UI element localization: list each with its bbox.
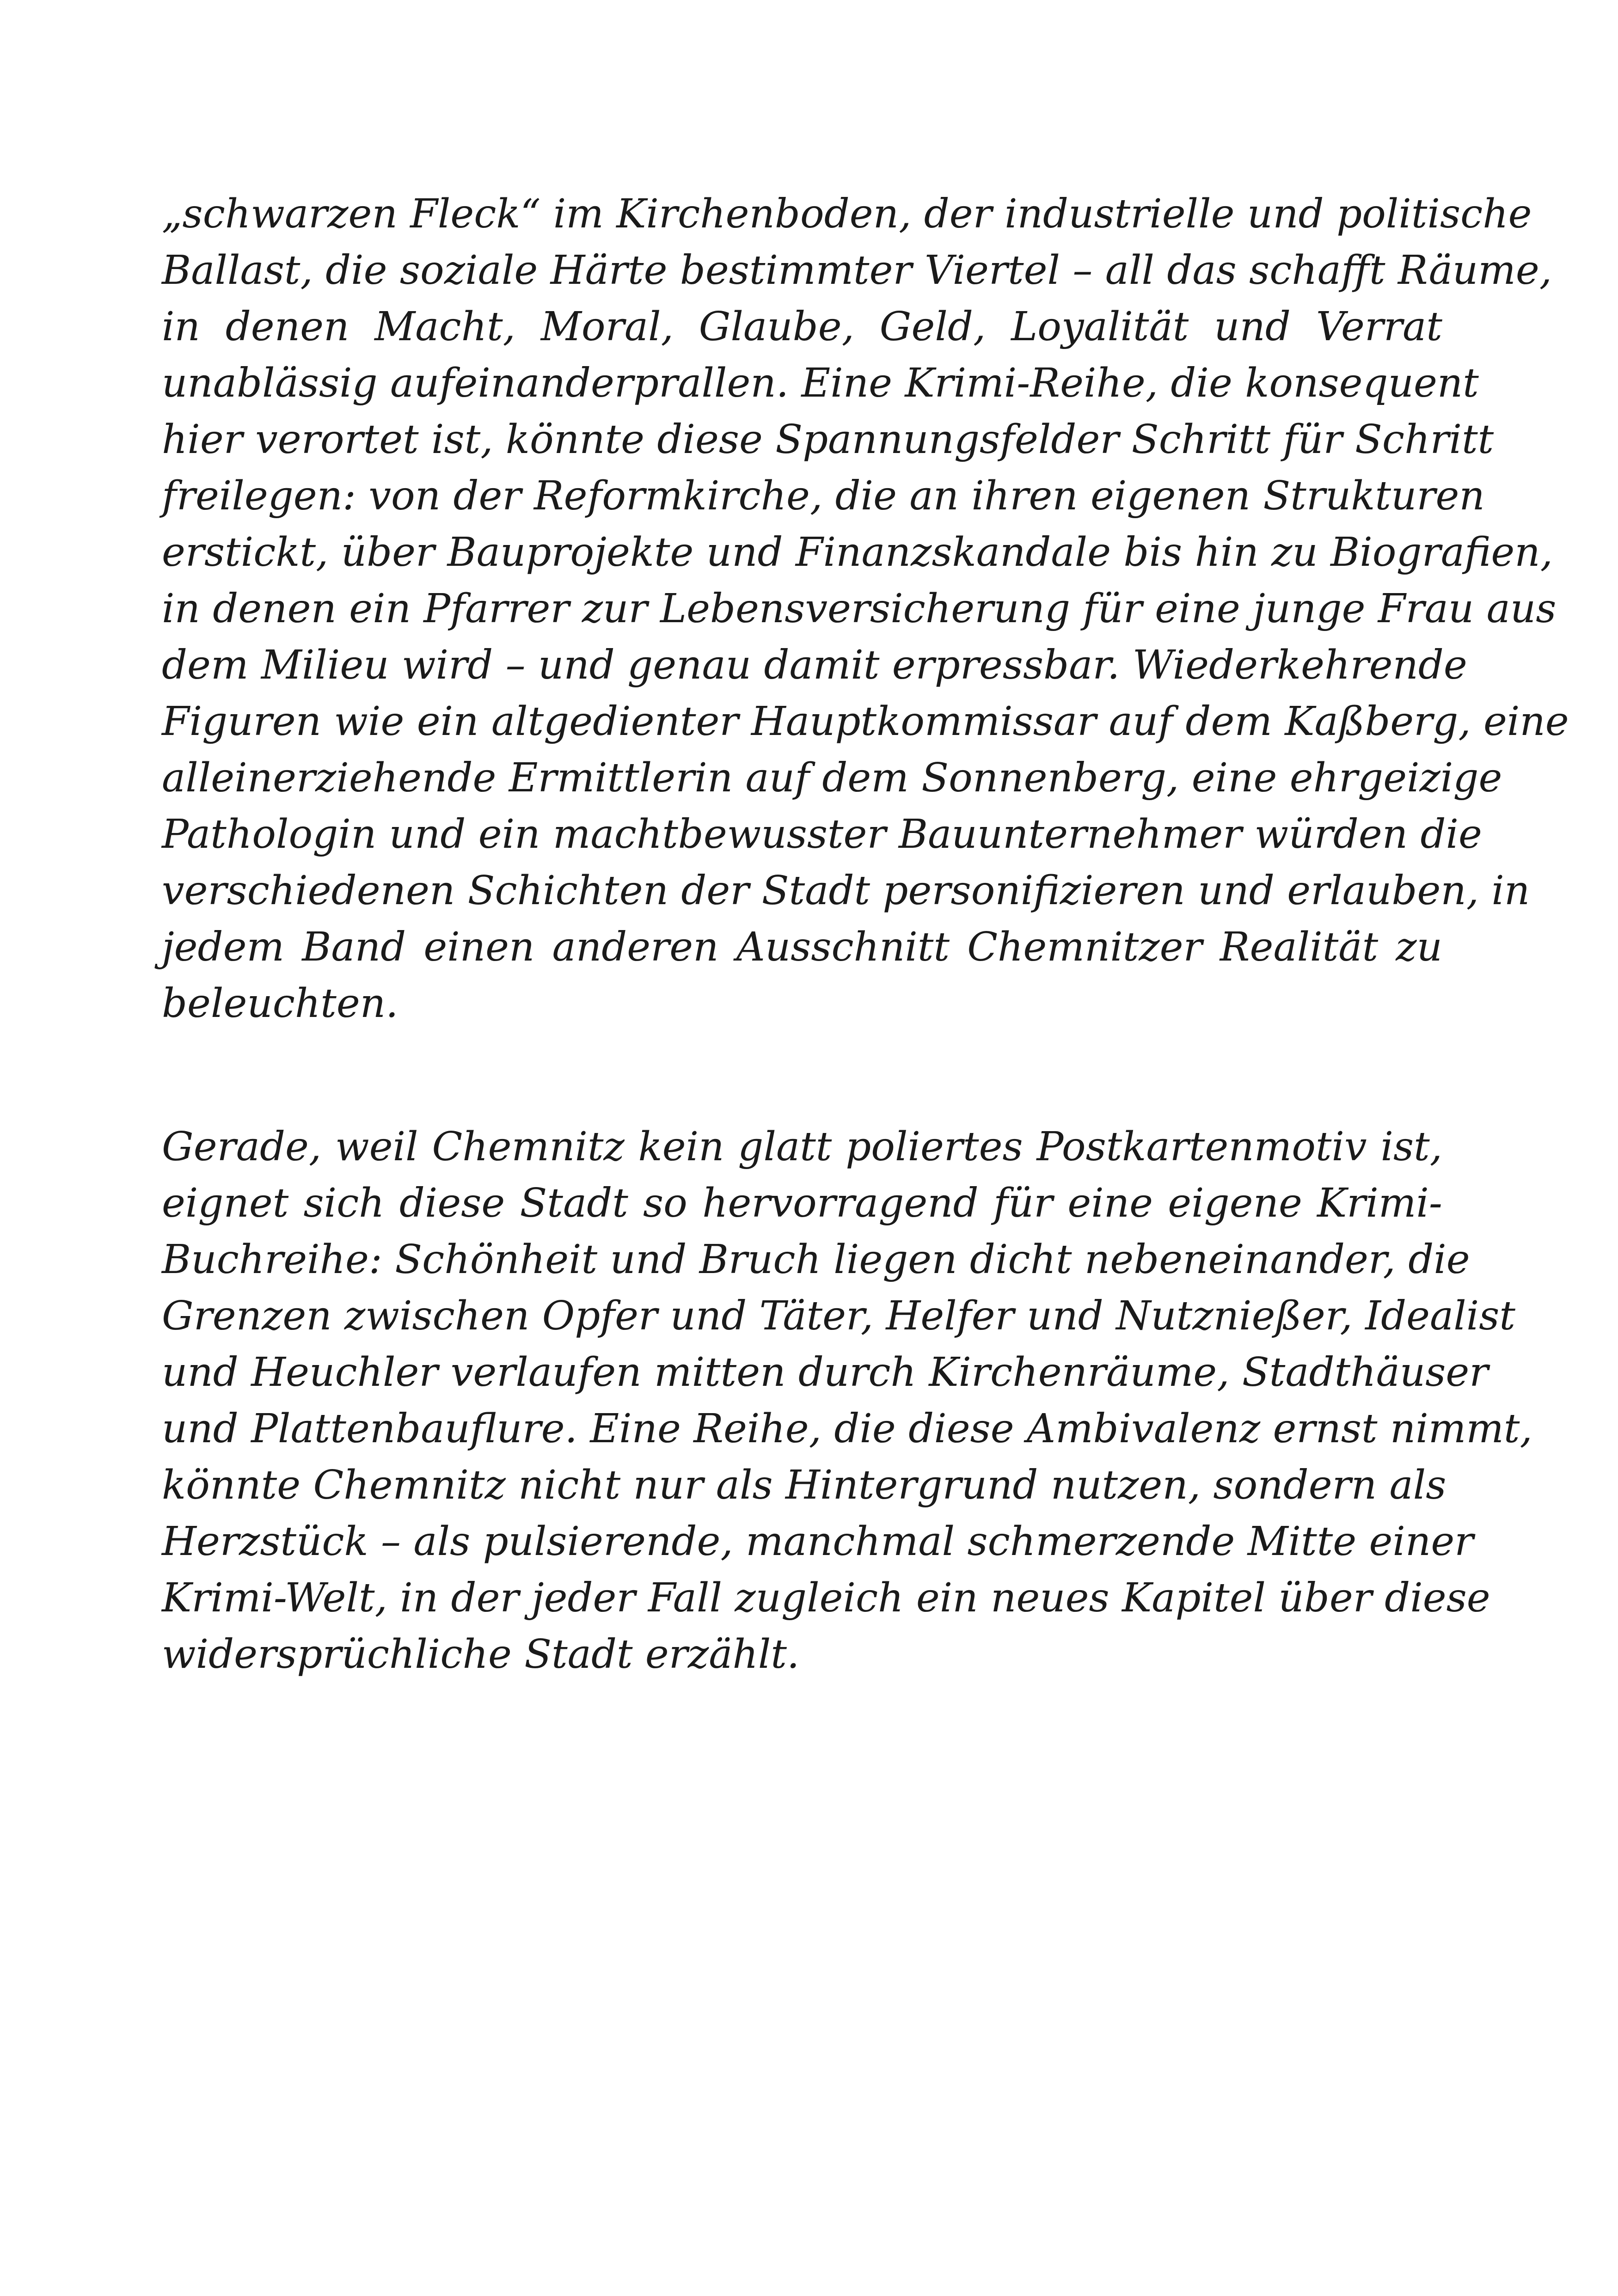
text-line: widersprüchliche Stadt erzählt. [162, 1631, 800, 1678]
text-line: unablässig aufeinanderprallen. Eine Krimi-Reihe, die konsequent [162, 360, 1479, 406]
text-line: erstickt, über Bauprojekte und Finanzskandale bis hin zu Biografien, [162, 529, 1553, 576]
text-line: beleuchten. [162, 980, 398, 1027]
text-line: eignet sich diese Stadt so hervorragend für eine eigene Krimi- [162, 1180, 1442, 1226]
text-line: und Plattenbauflure. Eine Reihe, die diese Ambivalenz ernst nimmt, [162, 1406, 1532, 1452]
text-line: Ballast, die soziale Härte bestimmter Viertel – all das schafft Räume, [162, 247, 1552, 294]
text-line: hier verortet ist, könnte diese Spannungsfelder Schritt für Schritt [162, 416, 1494, 463]
text-line: verschiedenen Schichten der Stadt personifizieren und erlauben, in [162, 868, 1530, 914]
text-line: Krimi-Welt, in der jeder Fall zugleich ein neues Kapitel über diese [162, 1575, 1490, 1621]
text-line: in denen Macht, Moral, Glaube, Geld, Loyalität und Verrat [162, 304, 1442, 350]
text-line: und Heuchler verlaufen mitten durch Kirchenräume, Stadthäuser [162, 1349, 1489, 1396]
text-line: könnte Chemnitz nicht nur als Hintergrund nutzen, sondern als [162, 1462, 1446, 1508]
paragraph-1 [162, 186, 1569, 1032]
text-line: alleinerziehende Ermittlerin auf dem Sonnenberg, eine ehrgeizige [162, 755, 1502, 801]
text-line: dem Milieu wird – und genau damit erpressbar. Wiederkehrende [162, 642, 1467, 688]
text-line: Pathologin und ein machtbewusster Bauunternehmer würden die [162, 811, 1482, 857]
text-line: Gerade, weil Chemnitz kein glatt poliertes Postkartenmotiv ist, [162, 1124, 1442, 1170]
text-line: Figuren wie ein altgedienter Hauptkommissar auf dem Kaßberg, eine [162, 698, 1569, 745]
text-line: Grenzen zwischen Opfer und Täter, Helfer und Nutznießer, Idealist [162, 1293, 1515, 1339]
text-line: jedem Band einen anderen Ausschnitt Chemnitzer Realität zu [162, 924, 1442, 970]
text-line: Buchreihe: Schönheit und Bruch liegen dicht nebeneinander, die [162, 1237, 1470, 1283]
text-line: freilegen: von der Reformkirche, die an ihren eigenen Strukturen [162, 473, 1485, 519]
text-line: Herzstück – als pulsierende, manchmal schmerzende Mitte einer [162, 1518, 1474, 1565]
paragraph-2 [162, 1119, 1532, 1683]
text-line: in denen ein Pfarrer zur Lebensversicherung für eine junge Frau aus [162, 586, 1557, 632]
text-line: „schwarzen Fleck“ im Kirchenboden, der industrielle und politische [162, 191, 1532, 237]
